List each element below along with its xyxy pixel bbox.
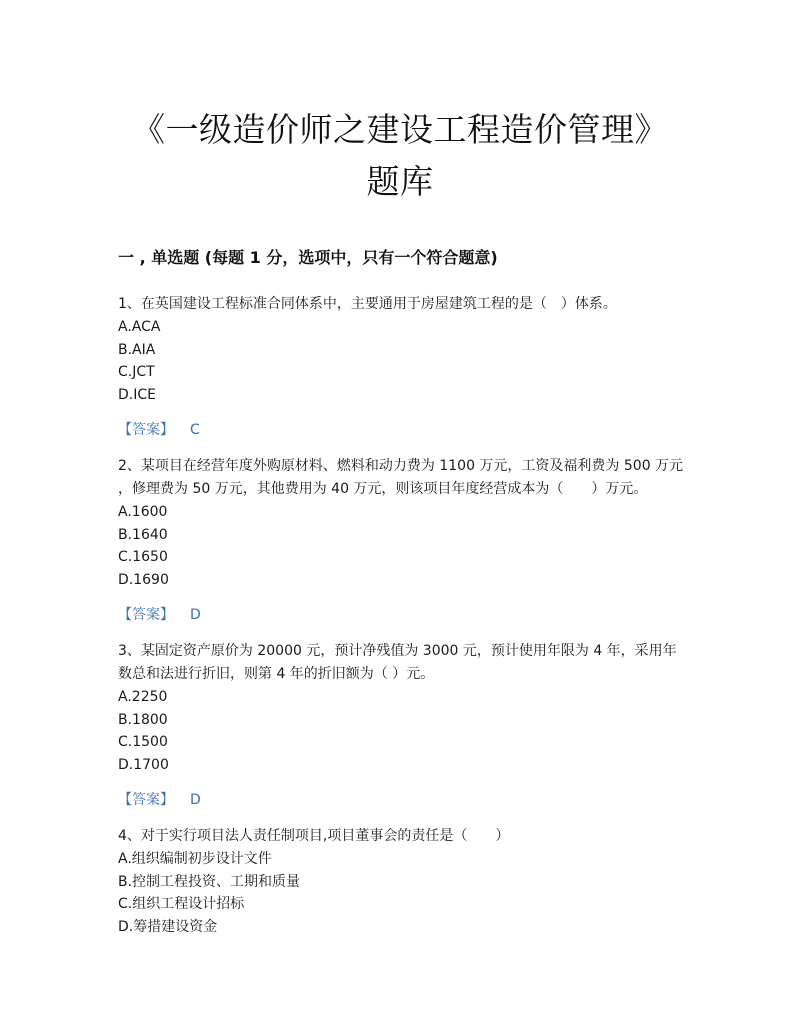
option-c: C.1650	[118, 549, 168, 565]
answer-row-3	[118, 789, 201, 811]
option-d: D.1700	[118, 756, 169, 773]
document-title: 《一级造价师之建设工程造价管理》	[132, 110, 668, 149]
section-heading: 一 , 单选题 (每题 1 分，选项中，只有一个符合题意)	[118, 248, 498, 267]
option-b: B.1640	[118, 526, 168, 543]
answer-row-1	[118, 419, 200, 441]
option-a: A.组织编制初步设计文件	[118, 851, 272, 867]
option-d: D.筹措建设资金	[118, 918, 218, 935]
question-1	[118, 293, 688, 406]
question-4	[118, 825, 688, 938]
answer-label: 【答案】	[118, 792, 174, 808]
option-c: C.组织工程设计招标	[118, 896, 245, 912]
answer-row-2	[118, 604, 201, 626]
question-stem-continued: ，修理费为 50 万元，其他费用为 40 万元，则该项目年度经营成本为（ ）万元。	[118, 481, 648, 497]
option-a: A.2250	[118, 689, 168, 705]
option-a: A.ACA	[118, 319, 161, 335]
question-stem: 3、某固定资产原价为 20000 元，预计净残值为 3000 元，预计使用年限为 4 年，采用年	[118, 643, 677, 659]
option-c: C.1500	[118, 734, 168, 750]
question-stem: 2、某项目在经营年度外购原材料、燃料和动力费为 1100 万元，工资及福利费为 500 万元	[118, 458, 684, 474]
option-b: B.AIA	[118, 341, 156, 358]
option-b: B.1800	[118, 711, 168, 728]
question-3	[118, 640, 688, 776]
option-b: B.控制工程投资、工期和质量	[118, 873, 301, 890]
option-d: D.ICE	[118, 386, 156, 403]
document-subtitle: 题库	[366, 162, 434, 201]
question-stem-continued: 数总和法进行折旧，则第 4 年的折旧额为（ ）元。	[118, 666, 435, 682]
answer-value: D	[190, 792, 201, 808]
answer-label: 【答案】	[118, 607, 174, 623]
option-c: C.JCT	[118, 364, 155, 380]
answer-value: C	[190, 422, 200, 438]
answer-label: 【答案】	[118, 422, 174, 438]
question-stem: 4、对于实行项目法人责任制项目,项目董事会的责任是（ ）	[118, 828, 510, 844]
option-a: A.1600	[118, 504, 168, 520]
question-stem: 1、在英国建设工程标准合同体系中，主要通用于房屋建筑工程的是（ ）体系。	[118, 296, 617, 312]
option-d: D.1690	[118, 571, 169, 588]
question-2	[118, 455, 688, 591]
answer-value: D	[190, 607, 201, 623]
